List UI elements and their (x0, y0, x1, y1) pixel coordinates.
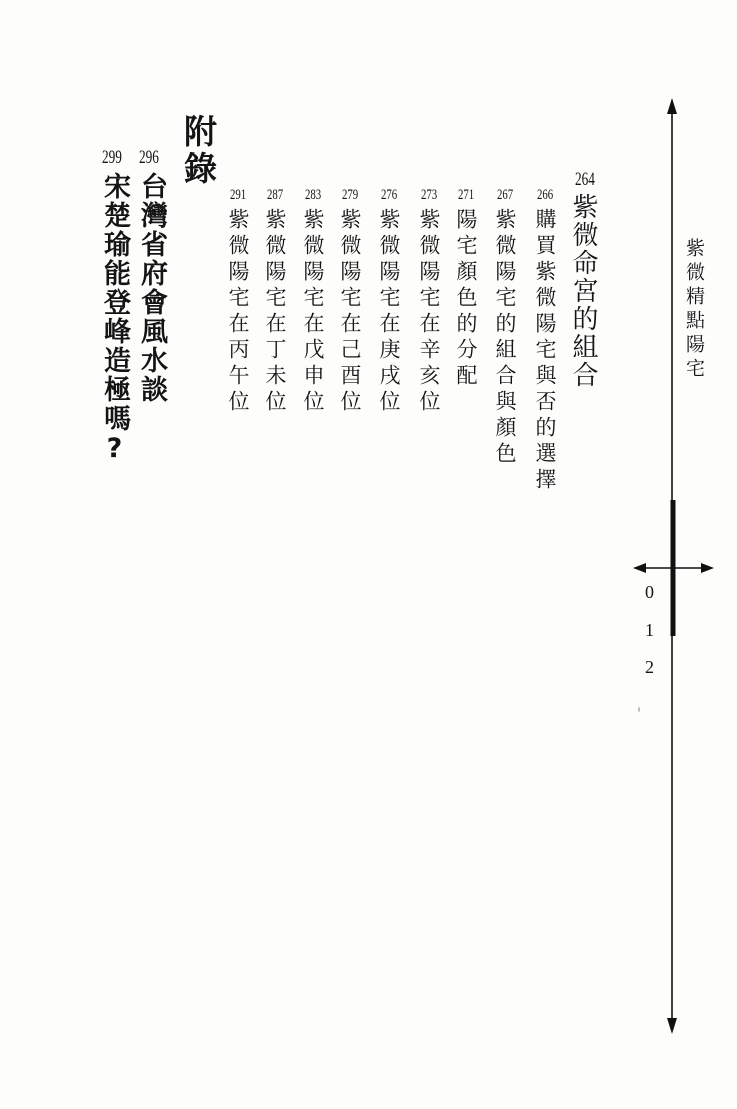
arrow-left-icon (633, 563, 646, 573)
page-number-digit: 1 (645, 620, 654, 640)
toc-entry-page: 266 (537, 187, 554, 203)
section-page-number: 264 (575, 169, 595, 190)
toc-entry-page: 267 (497, 187, 514, 203)
appendix-item-title: 台灣省府會風水談 (136, 172, 167, 404)
toc-entry-title: 陽宅顏色的分配 (454, 208, 478, 390)
appendix-item-page: 299 (102, 147, 122, 168)
arrow-up-icon (667, 98, 677, 114)
toc-entry-title: 紫微陽宅在丁未位 (263, 208, 287, 416)
toc-entry-page: 279 (342, 187, 359, 203)
toc-entry-title: 紫微陽宅在庚戌位 (377, 208, 401, 416)
toc-entry-page: 283 (305, 187, 322, 203)
book-title-header: 紫微精點陽宅 (683, 238, 705, 382)
toc-entry-title: 紫微陽宅在己酉位 (338, 208, 362, 416)
toc-entry-title: 紫微陽宅在戊申位 (301, 208, 325, 416)
toc-entry-title: 紫微陽宅的組合與顏色 (493, 208, 517, 468)
toc-entry-page: 271 (458, 187, 475, 203)
toc-entry-page: 291 (230, 187, 247, 203)
page-number-digit: 2 (645, 657, 654, 677)
section-title: 紫微命宮的組合 (568, 193, 598, 389)
toc-entry-title: 紫微陽宅在丙午位 (226, 208, 250, 416)
arrow-right-icon (701, 563, 714, 573)
toc-entry-title: 購買紫微陽宅與否的選擇 (533, 208, 557, 494)
print-speck (638, 707, 640, 712)
arrow-down-icon (667, 1018, 677, 1034)
page-number-digit: 0 (645, 582, 654, 602)
toc-entry-page: 276 (381, 187, 398, 203)
appendix-item-title: 宋楚瑜能登峰造極嗎? (99, 172, 130, 466)
appendix-heading: 附錄 (179, 114, 218, 188)
toc-entry-title: 紫微陽宅在辛亥位 (417, 208, 441, 416)
appendix-item-page: 296 (139, 147, 159, 168)
toc-entry-page: 273 (421, 187, 438, 203)
toc-entry-page: 287 (267, 187, 284, 203)
